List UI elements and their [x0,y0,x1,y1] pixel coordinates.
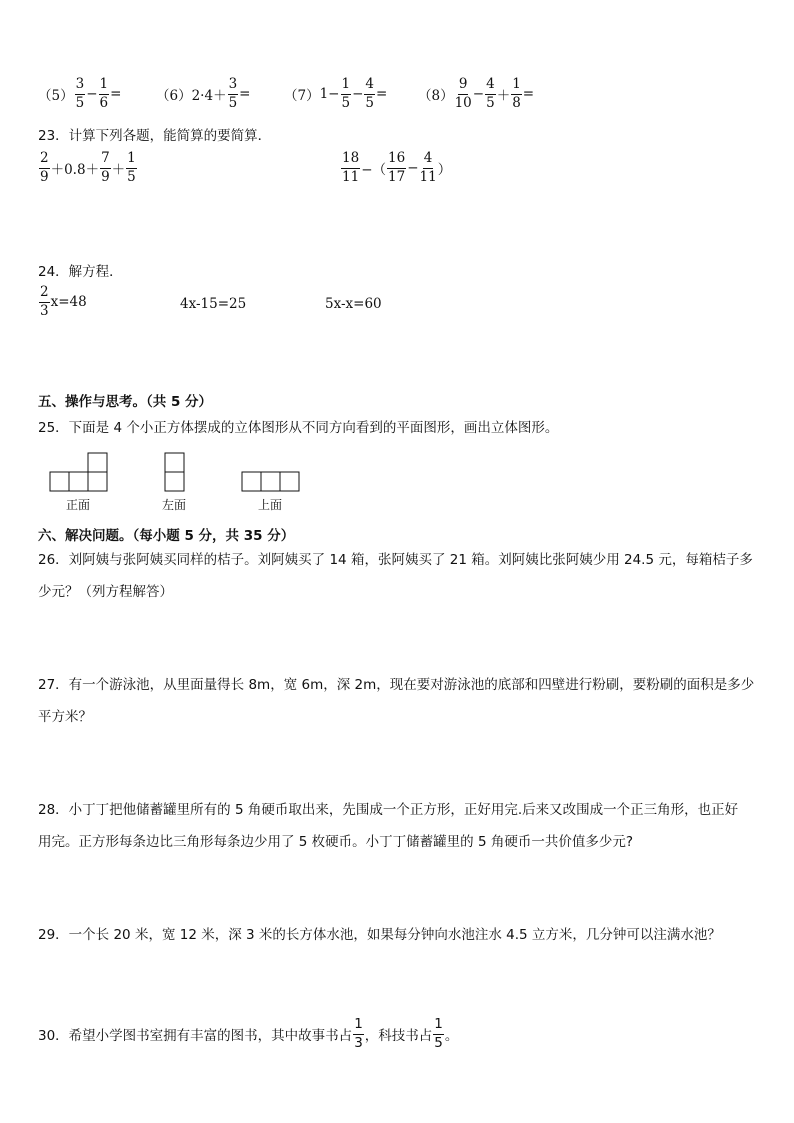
fraction: $\frac{3}{5}$ [75,76,85,111]
q24-equation-1: $\frac{2}{3}$ x=48 [40,284,87,319]
fraction: $\frac{16}{17}$ [388,150,406,185]
question-28-line-2: 用完。正方形每条边比三角形每条边少用了 5 枚硬币。小丁丁储蓄罐里的 5 角硬币一共价值多少元? [38,834,634,850]
fraction: $\frac{4}{11}$ [419,150,437,185]
three-view-figures [38,450,338,516]
question-28-line-1: 28．小丁丁把他储蓄罐里所有的 5 角硬币取出来，先围成一个正方形，正好用完.后来又改围成一个正三角形，也正好 [38,802,739,818]
fraction: $\frac{2}{9}$ [40,150,49,185]
section-6-heading: 六、解决问题。（每小题 5 分，共 35 分） [38,528,295,544]
section-5-heading: 五、操作与思考。（共 5 分） [38,394,213,410]
fraction: $\frac{2}{3}$ [40,284,49,319]
fraction: $\frac{18}{11}$ [342,150,360,185]
q24-equation-2: 4x-15=25 [180,296,247,312]
top-view-caption: 上面 [258,498,283,512]
top-view [242,472,299,491]
fraction: $\frac{1}{5}$ [434,1016,443,1051]
front-view-caption: 正面 [66,498,91,512]
fraction: $\frac{1}{5}$ [127,150,136,185]
left-view [165,453,184,491]
exercise-7: （7） 1− $\frac{1}{5}$ − $\frac{4}{5}$ = [284,76,388,111]
fraction: $\frac{4}{5}$ [486,76,495,111]
question-26-line-2: 少元？（列方程解答） [38,584,173,600]
question-24-title: 24．解方程． [38,264,123,280]
question-30: 30．希望小学图书室拥有丰富的图书，其中故事书占 $\frac{1}{3}$ ，科技书占 $\frac{1}{5}$ 。 [38,1016,459,1051]
q23-expression-2: $\frac{18}{11}$ −（ $\frac{16}{17}$ − $\frac{4}{11}$ ） [342,150,452,185]
exercise-label: （5） [38,88,74,104]
question-29: 29．一个长 20 米，宽 12 米，深 3 米的长方体水池，如果每分钟向水池注水 4.5 立方米，几分钟可以注满水池？ [38,927,721,943]
question-26-line-1: 26．刘阿姨与张阿姨买同样的桔子。刘阿姨买了 14 箱，张阿姨买了 21 箱。刘阿姨比张阿姨少用 24.5 元，每箱桔子多 [38,552,753,568]
fraction: $\frac{1}{8}$ [512,76,521,111]
fraction: $\frac{3}{5}$ [228,76,238,111]
exercise-5: （5） $\frac{3}{5}$ − $\frac{1}{6}$ = [38,76,122,111]
question-27-line-1: 27．有一个游泳池，从里面量得长 8m，宽 6m，深 2m，现在要对游泳池的底部和四壁进行粉刷，要粉刷的面积是多少 [38,677,755,693]
exercise-label: （6） [156,88,192,104]
question-23-title: 23．计算下列各题，能简算的要简算． [38,128,272,144]
exercise-6: （6） 2·4＋ $\frac{3}{5}$ = [156,76,251,111]
fraction: $\frac{4}{5}$ [365,76,374,111]
question-25-title: 25．下面是 4 个小正方体摆成的立体图形从不同方向看到的平面图形，画出立体图形。 [38,420,559,436]
left-view-caption: 左面 [162,498,187,512]
q23-expression-1: $\frac{2}{9}$ ＋0.8＋ $\frac{7}{9}$ ＋ $\frac{1}{5}$ [40,150,136,185]
q24-equation-3: 5x-x=60 [325,296,382,312]
question-27-line-2: 平方米？ [38,709,92,725]
exercise-label: （8） [418,88,454,104]
exercise-label: （7） [284,88,320,104]
exercise-8: （8） $\frac{9}{10}$ − $\frac{4}{5}$ ＋ $\frac{1}{8}$ = [418,76,535,111]
front-view [50,453,107,491]
fraction: $\frac{9}{10}$ [454,76,472,111]
fraction: $\frac{7}{9}$ [101,150,110,185]
view-drawings [38,450,338,498]
fraction: $\frac{1}{5}$ [341,76,351,111]
fraction: $\frac{1}{6}$ [99,76,109,111]
fraction: $\frac{1}{3}$ [354,1016,363,1051]
